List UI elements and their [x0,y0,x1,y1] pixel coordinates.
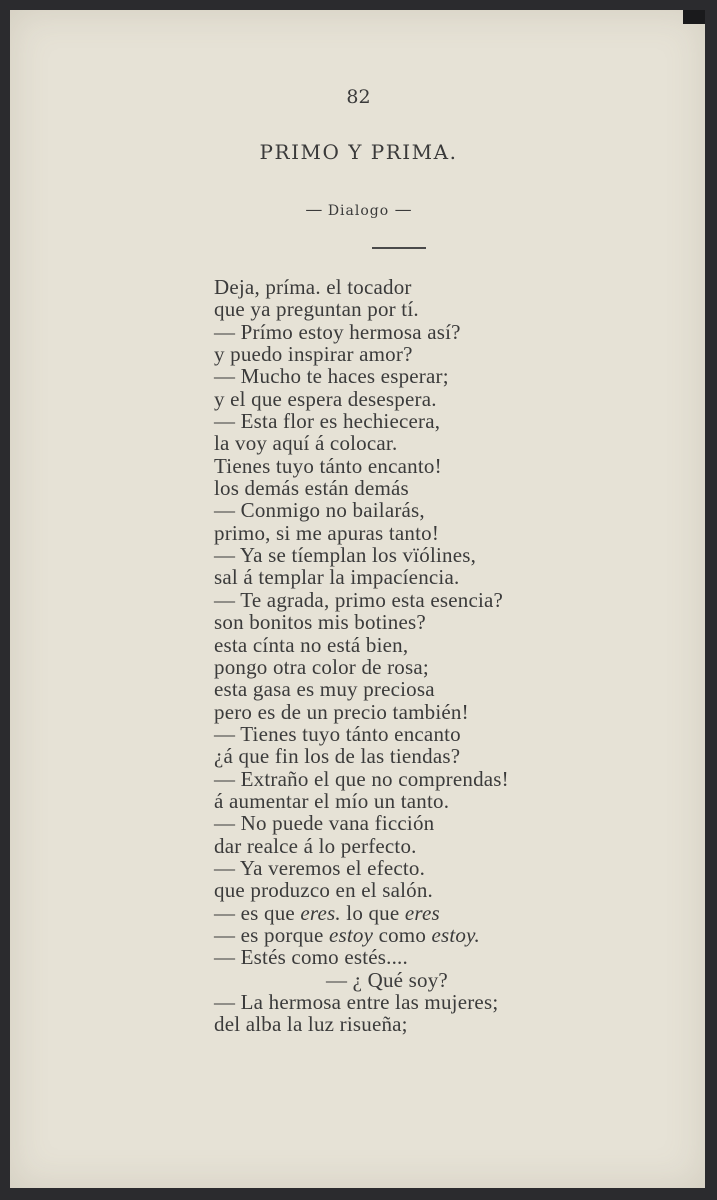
poem-line: á aumentar el mío un tanto. [214,788,450,813]
poem-line: primo, si me apuras tanto! [214,520,440,545]
line-italic: eres. [300,900,341,925]
poem-line: y puedo inspirar amor? [214,342,413,367]
poem-line: Deja, príma. el tocador [214,275,412,299]
poem-line: — Ya veremos el efecto. [214,855,426,880]
poem-line: — Tienes tuyo tánto encanto [214,721,461,746]
poem-line-indented: — ¿ Qué soy? [326,967,448,992]
poem-line: — No puede vana ficción [214,811,435,836]
subtitle-dash-close: — [389,200,412,220]
poem-line-italic [214,924,509,946]
poem-line: del alba la luz risueña; [214,1012,408,1037]
poem-line: que ya preguntan por tí. [214,297,419,322]
poem-line: — Mucho te haces esperar; [214,364,449,389]
line-italic: eres [404,900,440,925]
poem-line: esta cínta no está bien, [214,632,409,657]
line-italic: estoy [328,922,374,947]
title-rule [372,247,426,249]
poem-line: — Ya se tíemplan los vïólines, [214,543,477,568]
line-mid: como [373,922,432,947]
poem-line: la voy aquí á colocar. [214,431,398,456]
line-mid: lo que [340,900,405,925]
poem-line: esta gasa es muy preciosa [214,677,435,702]
poem-line: son bonitos mis botines? [214,610,426,635]
poem-line: — Estés como estés.... [214,945,408,970]
page-edge-mark [683,10,705,24]
poem-line: dar realce á lo perfecto. [214,833,417,858]
line-italic: estoy. [431,922,480,947]
poem-line: — Esta flor es hechiecera, [214,409,441,434]
line-pre: — es porque [214,922,329,947]
line-pre: — es que [214,900,301,925]
poem-line: que produzco en el salón. [214,878,434,903]
page-number: 82 [346,86,371,108]
subtitle-text: Dialogo [327,203,390,219]
poem-line: — Extraño el que no comprendas! [214,766,509,791]
poem-line-italic [214,902,509,924]
poem-title: PRIMO Y PRIMA. [259,140,458,164]
poem-line: Tienes tuyo tánto encanto! [214,453,442,478]
poem-line: — Te agrada, primo esta esencia? [214,587,504,612]
poem-line: y el que espera desespera. [214,386,437,411]
poem-body [214,276,509,1036]
poem-line: — La hermosa entre las mujeres; [214,990,499,1014]
poem-line: sal á templar la impacíencia. [214,565,460,590]
poem-line: pongo otra color de rosa; [214,654,429,679]
poem-line: — Conmigo no bailarás, [214,498,425,523]
poem-line: — Prímo estoy hermosa así? [214,319,461,344]
poem-line: pero es de un precio también! [214,699,469,724]
poem-line: los demás están demás [214,476,409,501]
poem-subtitle [0,200,717,220]
subtitle-dash-open: — [305,200,328,220]
poem-line: ¿á que fin los de las tiendas? [214,744,461,769]
